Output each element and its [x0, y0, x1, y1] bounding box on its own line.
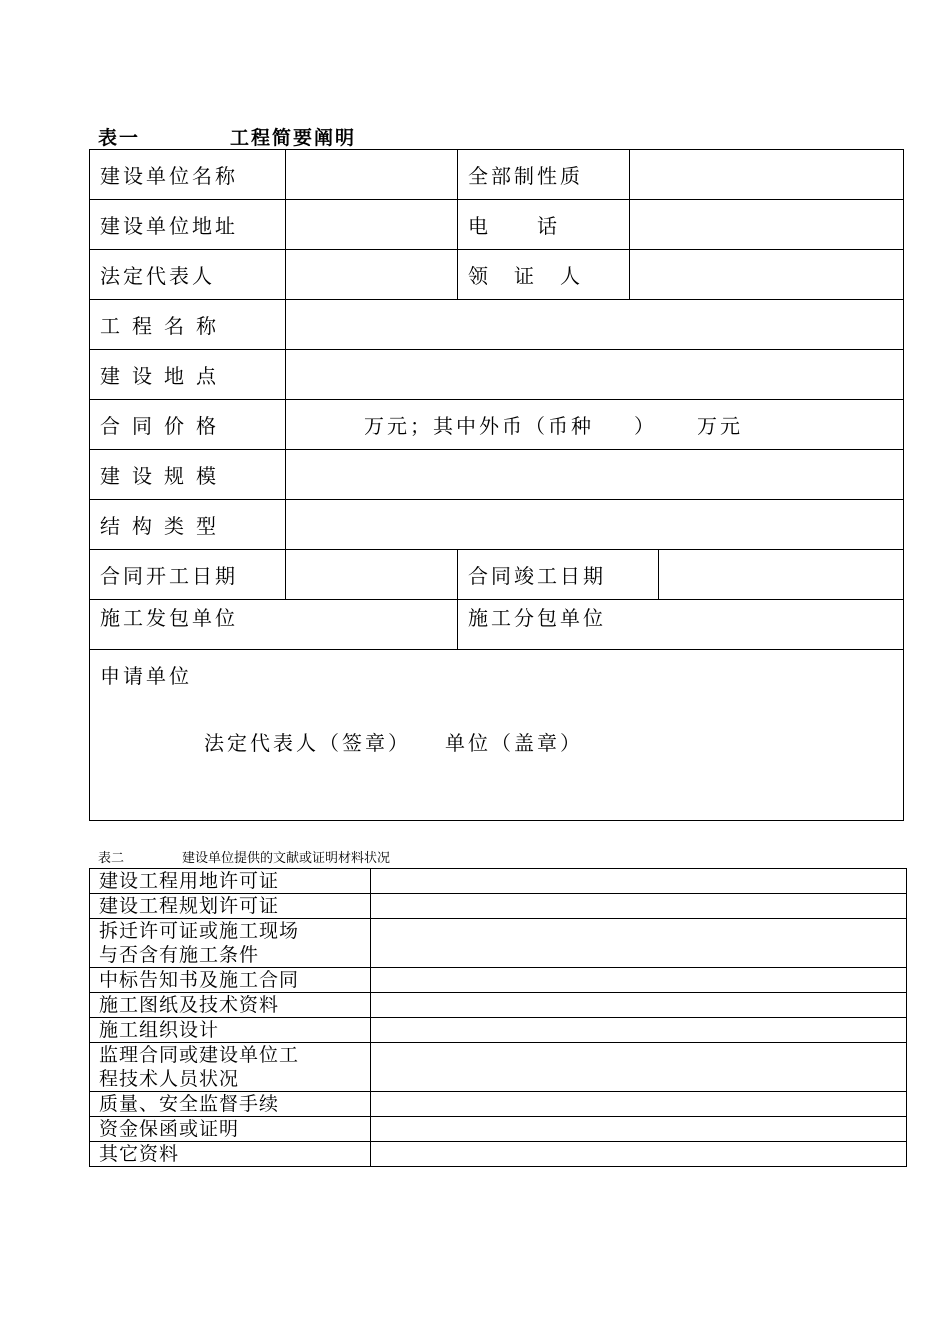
legal-rep-signature: 法定代表人（签章）: [204, 731, 411, 755]
price-text-3: 万元: [697, 414, 743, 438]
table-row: [90, 1092, 907, 1117]
doc-item-label: [90, 919, 371, 968]
doc-item-value[interactable]: [371, 968, 907, 993]
table-row: [90, 300, 904, 350]
doc-item-label: 施工组织设计: [90, 1018, 371, 1043]
table-row: [90, 400, 904, 450]
project-name-label: 工程名称: [90, 300, 286, 350]
table2-title: 建设单位提供的文献或证明材料状况: [182, 851, 391, 866]
doc-item-value[interactable]: [371, 1043, 907, 1092]
contractor-label: 施工发包单位: [90, 600, 458, 650]
table2-heading: [98, 847, 391, 866]
table-row: [90, 500, 904, 550]
doc-item-label: 资金保函或证明: [90, 1117, 371, 1142]
project-name-value[interactable]: [286, 300, 904, 350]
unit-address-value[interactable]: [286, 200, 458, 250]
phone-value[interactable]: [630, 200, 904, 250]
doc-item-label: 其它资料: [90, 1142, 371, 1167]
table-row: [90, 968, 907, 993]
doc-item-value[interactable]: [371, 1117, 907, 1142]
table-row: [90, 600, 904, 650]
phone-label: 电 话: [458, 200, 630, 250]
table-row: [90, 1142, 907, 1167]
doc-item-label: 建设工程规划许可证: [90, 894, 371, 919]
table-row: [90, 650, 904, 821]
doc-item-line: 拆迁许可证或施工现场: [99, 920, 300, 942]
doc-item-value[interactable]: [371, 919, 907, 968]
doc-item-label: 施工图纸及技术资料: [90, 993, 371, 1018]
table1-title: 工程简要阐明: [230, 127, 357, 149]
nature-label: 全部制性质: [458, 150, 630, 200]
table-row: [90, 200, 904, 250]
doc-item-value[interactable]: [371, 869, 907, 894]
location-label: 建设地点: [90, 350, 286, 400]
doc-item-label: 建设工程用地许可证: [90, 869, 371, 894]
table2-label: 表二: [98, 851, 125, 866]
doc-item-value[interactable]: [371, 1018, 907, 1043]
certificate-holder-label: 领 证 人: [458, 250, 630, 300]
legal-rep-label: 法定代表人: [90, 250, 286, 300]
legal-rep-value[interactable]: [286, 250, 458, 300]
applicant-signature-line: [204, 727, 903, 756]
table-row: [90, 1117, 907, 1142]
certificate-holder-value[interactable]: [630, 250, 904, 300]
table-row: [90, 450, 904, 500]
location-value[interactable]: [286, 350, 904, 400]
applicant-cell: [90, 650, 904, 821]
table-row: [90, 350, 904, 400]
doc-item-line: 程技术人员状况: [99, 1068, 240, 1090]
applicant-label: 申请单位: [100, 664, 192, 688]
unit-seal: 单位（盖章）: [445, 731, 583, 755]
doc-item-value[interactable]: [371, 1142, 907, 1167]
subcontractor-label: 施工分包单位: [458, 600, 904, 650]
table-row: [90, 550, 904, 600]
table-row: [90, 1018, 907, 1043]
table-row: [90, 1043, 907, 1092]
table-row: [90, 250, 904, 300]
table-row: [90, 993, 907, 1018]
completion-date-label: 合同竣工日期: [458, 550, 659, 600]
start-date-label: 合同开工日期: [90, 550, 286, 600]
table-row: [90, 919, 907, 968]
start-date-value[interactable]: [286, 550, 458, 600]
price-text-1: 万元；其中外币（币种: [364, 414, 594, 438]
table1-heading: [98, 123, 357, 150]
project-summary-table: [89, 149, 904, 821]
doc-item-line: 与否含有施工条件: [99, 944, 260, 966]
doc-item-label: 中标告知书及施工合同: [90, 968, 371, 993]
doc-item-value[interactable]: [371, 1092, 907, 1117]
doc-item-value[interactable]: [371, 894, 907, 919]
table1-label: 表一: [98, 127, 141, 149]
doc-item-label: 质量、安全监督手续: [90, 1092, 371, 1117]
table-row: [90, 894, 907, 919]
unit-name-label: 建设单位名称: [90, 150, 286, 200]
structure-type-label: 结构类型: [90, 500, 286, 550]
unit-name-value[interactable]: [286, 150, 458, 200]
nature-value[interactable]: [630, 150, 904, 200]
contract-price-label: 合同价格: [90, 400, 286, 450]
documents-table: [89, 868, 907, 1167]
contract-price-value[interactable]: [286, 400, 904, 450]
price-text-2: ）: [634, 414, 657, 438]
table-row: [90, 150, 904, 200]
completion-date-value[interactable]: [659, 550, 904, 600]
unit-address-label: 建设单位地址: [90, 200, 286, 250]
structure-type-value[interactable]: [286, 500, 904, 550]
doc-item-line: 监理合同或建设单位工: [99, 1044, 300, 1066]
scale-label: 建设规模: [90, 450, 286, 500]
doc-item-value[interactable]: [371, 993, 907, 1018]
scale-value[interactable]: [286, 450, 904, 500]
doc-item-label: [90, 1043, 371, 1092]
table-row: [90, 869, 907, 894]
